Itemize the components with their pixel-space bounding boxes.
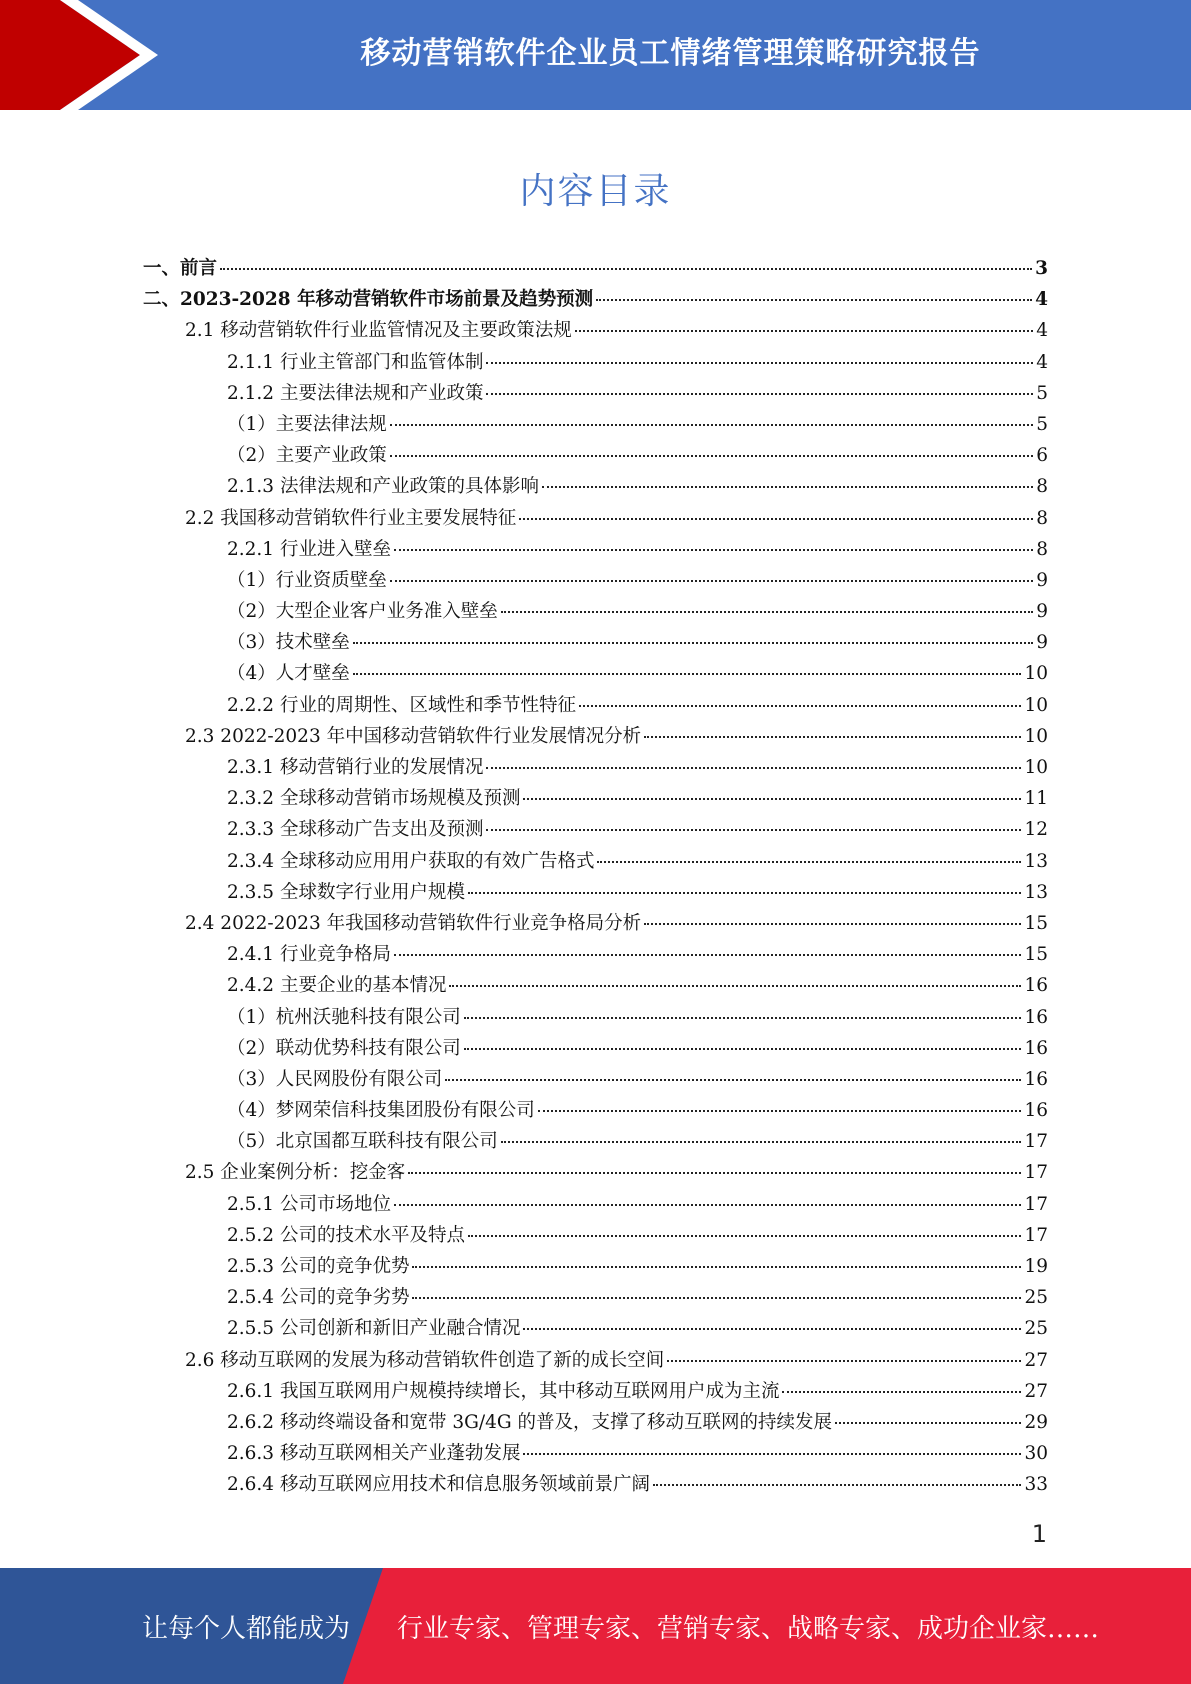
toc-entry[interactable] xyxy=(143,566,1048,597)
toc-entry-label: 2.6 移动互联网的发展为移动营销软件创造了新的成长空间 xyxy=(185,1349,665,1371)
toc-entry[interactable] xyxy=(143,628,1048,659)
toc-entry[interactable] xyxy=(143,1377,1048,1408)
toc-dot-leader xyxy=(468,1235,1021,1237)
toc-entry-label: 2.3.2 全球移动营销市场规模及预测 xyxy=(227,788,521,810)
toc-dot-leader xyxy=(390,424,1033,426)
toc-entry-label: 2.5.4 公司的竞争劣势 xyxy=(227,1287,410,1309)
toc-entry-label: 2.3 2022-2023 年中国移动营销软件行业发展情况分析 xyxy=(185,725,642,747)
toc-dot-leader xyxy=(667,1360,1021,1362)
toc-entry-page: 16 xyxy=(1024,1068,1048,1090)
toc-entry[interactable] xyxy=(143,597,1048,628)
toc-entry-label: 2.6.4 移动互联网应用技术和信息服务领域前景广阔 xyxy=(227,1474,650,1496)
toc-dot-leader xyxy=(353,673,1022,675)
toc-entry-label: 2.1.1 行业主管部门和监管体制 xyxy=(227,351,484,373)
toc-entry-page: 16 xyxy=(1024,1100,1048,1122)
toc-entry-page: 15 xyxy=(1024,944,1048,966)
toc-entry-page: 10 xyxy=(1024,694,1048,716)
toc-entry-page: 9 xyxy=(1036,569,1048,591)
toc-heading: 内容目录 xyxy=(519,171,672,212)
toc-entry-page: 33 xyxy=(1024,1474,1048,1496)
toc-entry[interactable] xyxy=(143,847,1048,878)
toc-entry-label: 2.3.1 移动营销行业的发展情况 xyxy=(227,757,484,778)
toc-entry-label: （2）大型企业客户业务准入壁垒 xyxy=(227,601,498,623)
toc-entry-page: 30 xyxy=(1024,1443,1048,1465)
toc-entry[interactable] xyxy=(143,504,1048,535)
toc-dot-leader xyxy=(519,518,1033,520)
toc-entry[interactable] xyxy=(143,441,1048,472)
toc-entry[interactable] xyxy=(143,878,1048,909)
toc-entry-label: 2.4 2022-2023 年我国移动营销软件行业竞争格局分析 xyxy=(185,912,642,934)
toc-dot-leader xyxy=(538,1110,1022,1112)
toc-dot-leader xyxy=(394,954,1021,956)
toc-entry-page: 27 xyxy=(1024,1380,1048,1402)
toc-dot-leader xyxy=(394,1204,1021,1206)
toc-entry-label: 2.4.2 主要企业的基本情况 xyxy=(227,975,447,997)
toc-entry-page: 13 xyxy=(1024,881,1048,903)
toc-entry-label: 2.6.1 我国互联网用户规模持续增长，其中移动互联网用户成为主流 xyxy=(227,1380,780,1402)
toc-entry-page: 17 xyxy=(1024,1162,1048,1184)
toc-entry[interactable] xyxy=(143,379,1048,410)
toc-entry-page: 4 xyxy=(1035,289,1048,311)
toc-entry[interactable] xyxy=(143,535,1048,566)
page-number: 1 xyxy=(1031,1520,1047,1548)
toc-entry-label: 2.5.1 公司市场地位 xyxy=(227,1193,391,1215)
toc-entry-label: 2.6.2 移动终端设备和宽带 3G/4G 的普及，支撑了移动互联网的持续发展 xyxy=(227,1411,833,1433)
toc-entry-label: 2.4.1 行业竞争格局 xyxy=(227,944,391,966)
toc-entry-page: 13 xyxy=(1024,850,1048,872)
toc-dot-leader xyxy=(523,1328,1021,1330)
toc-entry[interactable] xyxy=(143,1314,1048,1345)
toc-entry-label: （1）杭州沃驰科技有限公司 xyxy=(227,1006,461,1028)
toc-dot-leader xyxy=(412,1297,1021,1299)
toc-entry[interactable] xyxy=(143,254,1048,285)
toc-dot-leader xyxy=(486,362,1033,364)
toc-entry-label: （4）人才壁垒 xyxy=(227,663,350,685)
toc-entry-page: 12 xyxy=(1024,819,1048,841)
toc-entry[interactable] xyxy=(143,1470,1048,1501)
toc-entry-label: 2.5.5 公司创新和新旧产业融合情况 xyxy=(227,1318,521,1340)
toc-entry-label: （5）北京国都互联科技有限公司 xyxy=(227,1131,498,1153)
toc-dot-leader xyxy=(445,1079,1021,1081)
toc-entry-page: 25 xyxy=(1024,1318,1048,1340)
toc-entry-page: 16 xyxy=(1024,1037,1048,1059)
toc-entry[interactable] xyxy=(143,1127,1048,1158)
toc-dot-leader xyxy=(523,1453,1021,1455)
toc-entry-label: 2.3.5 全球数字行业用户规模 xyxy=(227,881,465,903)
toc-entry[interactable] xyxy=(143,1065,1048,1096)
toc-entry-label: 2.5.2 公司的技术水平及特点 xyxy=(227,1224,465,1246)
toc-dot-leader xyxy=(353,642,1033,644)
toc-entry-page: 15 xyxy=(1024,912,1048,934)
toc-entry[interactable] xyxy=(143,1252,1048,1283)
toc-entry-page: 29 xyxy=(1024,1411,1048,1433)
toc-entry-label: （4）梦网荣信科技集团股份有限公司 xyxy=(227,1100,535,1122)
toc-entry[interactable] xyxy=(143,1408,1048,1439)
toc-entry[interactable] xyxy=(143,1346,1048,1377)
toc-entry-label: 2.2.2 行业的周期性、区域性和季节性特征 xyxy=(227,694,576,716)
toc-dot-leader xyxy=(486,767,1021,769)
toc-entry-label: 二、2023-2028 年移动营销软件市场前景及趋势预测 xyxy=(143,289,594,311)
header-arrow-graphic xyxy=(0,0,160,110)
header-arrow-red xyxy=(0,0,140,110)
toc-entry-page: 4 xyxy=(1036,351,1048,373)
toc-dot-leader xyxy=(464,1048,1022,1050)
toc-dot-leader xyxy=(486,393,1033,395)
toc-entry[interactable] xyxy=(143,815,1048,846)
toc-entry-page: 25 xyxy=(1024,1287,1048,1309)
toc-entry-page: 9 xyxy=(1036,632,1048,654)
toc-entry[interactable] xyxy=(143,691,1048,722)
toc-entry[interactable] xyxy=(143,472,1048,503)
toc-dot-leader xyxy=(220,268,1032,270)
toc-dot-leader xyxy=(575,330,1033,332)
toc-entry-page: 17 xyxy=(1024,1224,1048,1246)
toc-dot-leader xyxy=(653,1484,1021,1486)
toc-dot-leader xyxy=(597,861,1021,863)
toc-entry-page: 16 xyxy=(1024,1006,1048,1028)
toc-entry-label: 2.3.4 全球移动应用用户获取的有效广告格式 xyxy=(227,850,595,872)
toc-entry-page: 11 xyxy=(1024,788,1048,810)
toc-entry[interactable] xyxy=(143,940,1048,971)
toc-entry-label: （1）主要法律法规 xyxy=(227,413,387,435)
toc-dot-leader xyxy=(596,299,1032,301)
toc-entry-page: 10 xyxy=(1024,725,1048,747)
toc-entry[interactable] xyxy=(143,909,1048,940)
toc-entry-label: 2.5.3 公司的竞争优势 xyxy=(227,1256,410,1277)
toc-dot-leader xyxy=(464,1017,1022,1019)
toc-entry-label: （3）人民网股份有限公司 xyxy=(227,1068,443,1090)
toc-entry-label: 2.1.2 主要法律法规和产业政策 xyxy=(227,382,484,404)
toc-entry-page: 10 xyxy=(1024,663,1048,685)
toc-entry[interactable] xyxy=(143,1034,1048,1065)
toc-dot-leader xyxy=(468,892,1021,894)
toc-entry-label: 2.3.3 全球移动广告支出及预测 xyxy=(227,819,484,841)
toc-entry[interactable] xyxy=(143,1221,1048,1252)
toc-entry-label: 2.2.1 行业进入壁垒 xyxy=(227,538,391,560)
report-title: 移动营销软件企业员工情绪管理策略研究报告 xyxy=(360,36,981,71)
toc-dot-leader xyxy=(390,580,1033,582)
toc-entry[interactable] xyxy=(143,1096,1048,1127)
toc-entry-label: 2.5 企业案例分析：挖金客 xyxy=(185,1162,406,1184)
toc-entry-page: 3 xyxy=(1035,258,1048,279)
toc-entry-page: 16 xyxy=(1024,975,1048,997)
toc-entry[interactable] xyxy=(143,1190,1048,1221)
toc-entry-page: 19 xyxy=(1024,1256,1048,1277)
toc-dot-leader xyxy=(486,829,1021,831)
toc-entry-label: 一、前言 xyxy=(143,258,218,279)
toc-dot-leader xyxy=(644,736,1021,738)
footer-slogan-left: 让每个人都能成为 xyxy=(142,1613,351,1644)
toc-entry[interactable] xyxy=(143,410,1048,441)
toc-entry-page: 17 xyxy=(1024,1193,1048,1215)
toc-entry[interactable] xyxy=(143,659,1048,690)
toc-entry-page: 8 xyxy=(1036,538,1048,560)
toc-entry-page: 17 xyxy=(1024,1131,1048,1153)
toc-entry[interactable] xyxy=(143,753,1048,784)
toc-dot-leader xyxy=(542,486,1033,488)
toc-entry-page: 8 xyxy=(1036,507,1048,529)
table-of-contents xyxy=(143,254,1048,1502)
toc-dot-leader xyxy=(644,923,1021,925)
toc-dot-leader xyxy=(579,705,1021,707)
toc-entry-page: 9 xyxy=(1036,601,1048,623)
header-banner xyxy=(0,0,1191,110)
toc-dot-leader xyxy=(501,1141,1022,1143)
toc-dot-leader xyxy=(394,549,1033,551)
toc-entry[interactable] xyxy=(143,285,1048,316)
toc-entry[interactable] xyxy=(143,316,1048,347)
toc-entry[interactable] xyxy=(143,1158,1048,1189)
toc-entry[interactable] xyxy=(143,722,1048,753)
toc-entry-label: 2.2 我国移动营销软件行业主要发展特征 xyxy=(185,507,517,529)
footer-slogan-right: 行业专家、管理专家、营销专家、战略专家、成功企业家…… xyxy=(397,1613,1100,1644)
toc-dot-leader xyxy=(782,1391,1021,1393)
toc-entry-page: 5 xyxy=(1036,382,1048,404)
toc-entry-label: （2）主要产业政策 xyxy=(227,445,387,467)
toc-entry-page: 27 xyxy=(1024,1349,1048,1371)
toc-entry-page: 10 xyxy=(1024,757,1048,778)
toc-entry[interactable] xyxy=(143,1003,1048,1034)
toc-entry-page: 6 xyxy=(1036,445,1048,467)
footer-banner xyxy=(0,1568,1191,1684)
toc-dot-leader xyxy=(390,455,1033,457)
toc-entry-label: （1）行业资质壁垒 xyxy=(227,569,387,591)
toc-entry[interactable] xyxy=(143,971,1048,1002)
toc-dot-leader xyxy=(501,611,1033,613)
toc-dot-leader xyxy=(523,798,1021,800)
toc-entry-page: 4 xyxy=(1036,320,1048,342)
toc-entry-label: 2.1 移动营销软件行业监管情况及主要政策法规 xyxy=(185,320,572,342)
toc-entry-label: 2.6.3 移动互联网相关产业蓬勃发展 xyxy=(227,1443,521,1465)
toc-entry[interactable] xyxy=(143,348,1048,379)
toc-entry-label: （3）技术壁垒 xyxy=(227,632,350,654)
toc-dot-leader xyxy=(408,1172,1021,1174)
toc-entry-label: （2）联动优势科技有限公司 xyxy=(227,1037,461,1059)
toc-entry[interactable] xyxy=(143,784,1048,815)
toc-dot-leader xyxy=(449,985,1021,987)
toc-entry[interactable] xyxy=(143,1439,1048,1470)
toc-entry-page: 8 xyxy=(1036,476,1048,498)
toc-entry[interactable] xyxy=(143,1283,1048,1314)
toc-entry-label: 2.1.3 法律法规和产业政策的具体影响 xyxy=(227,476,539,498)
toc-entry-page: 5 xyxy=(1036,413,1048,435)
toc-dot-leader xyxy=(412,1266,1021,1268)
toc-dot-leader xyxy=(835,1422,1021,1424)
